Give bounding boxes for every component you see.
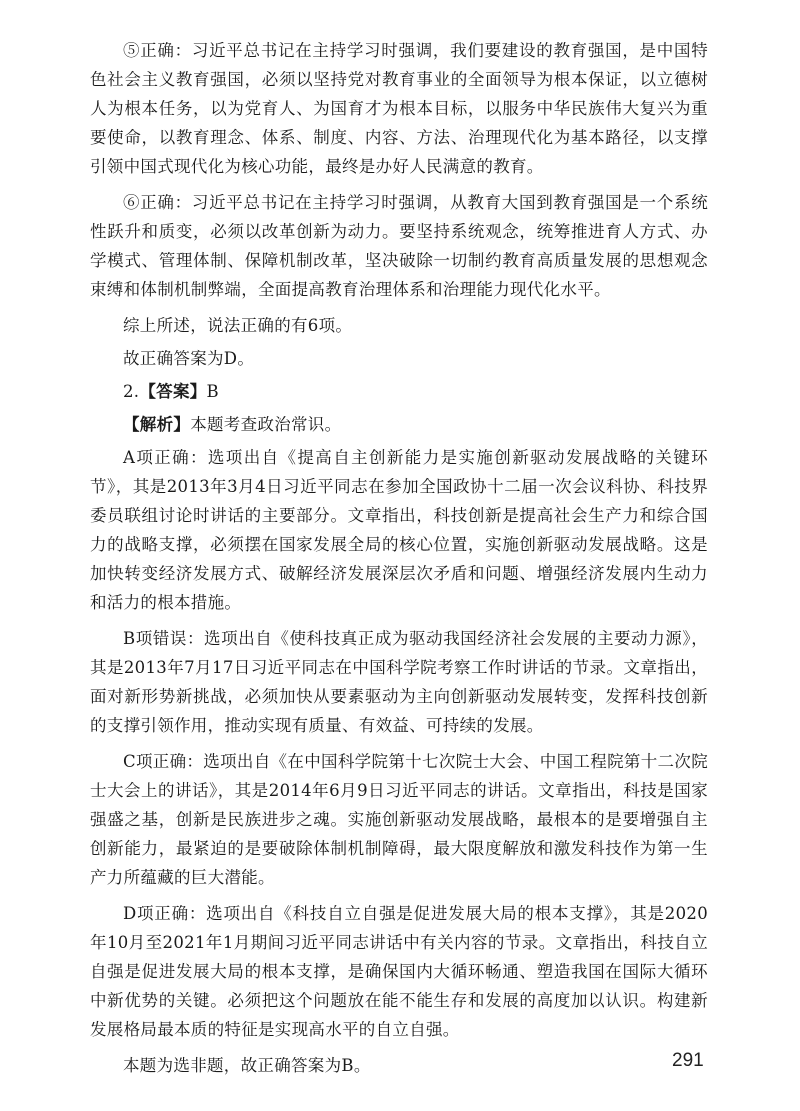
answer-value: B bbox=[206, 382, 219, 401]
conclusion-line: 本题为选非题，故正确答案为B。 bbox=[123, 1056, 371, 1075]
option-a-explanation: A项正确：选项出自《提高自主创新能力是实施创新驱动发展战略的关键环节》，其是2013年3月4日习近平同志在参加全国政协十二届一次会议科协、科技界委员联组讨论时讲话的主要部分。文章指出，科技创新是提高社会生产力和综合国力的战略支撑，必须摆在国家发展全局的核心位置，实施创新驱动发展战略。这是加快转变经济发展方式、破解经济发展深层次矛盾和问题、增强经济发展内生动力和活力的根本措施。 bbox=[90, 448, 708, 612]
option-d-explanation: D项正确：选项出自《科技自立自强是促进发展大局的根本支撑》，其是2020年10月至2021年1月期间习近平同志讲话中有关内容的节录。文章指出，科技自立自强是促进发展大局的根本支撑，是确保国内大循环畅通、塑造我国在国际大循环中新优势的关键。必须把这个问题放在能不能生存和发展的高度加以认识。构建新发展格局最本质的特征是实现高水平的自立自强。 bbox=[90, 904, 708, 1039]
analysis-tag: 【解析】 bbox=[123, 415, 191, 434]
paragraph-item-5: ⑤正确：习近平总书记在主持学习时强调，我们要建设的教育强国，是中国特色社会主义教育强国，必须以坚持党对教育事业的全面领导为根本保证，以立德树人为根本任务，以为党育人、为国育才为根本目标，以服务中华民族伟大复兴为重要使命，以教育理念、体系、制度、内容、方法、治理现代化为基本路径，以支撑引领中国式现代化为核心功能，最终是办好人民满意的教育。 bbox=[90, 41, 708, 176]
option-c-explanation: C项正确：选项出自《在中国科学院第十七次院士大会、中国工程院第十二次院士大会上的讲话》，其是2014年6月9日习近平同志的讲话。文章指出，科技是国家强盛之基，创新是民族进步之魂。实施创新驱动发展战略，最根本的是要增强自主创新能力，最紧迫的是要破除体制机制障碍，最大限度解放和激发科技作为第一生产力所蕴藏的巨大潜能。 bbox=[90, 752, 708, 887]
analysis-text: 本题考查政治常识。 bbox=[190, 415, 342, 434]
question-2-answer bbox=[90, 377, 708, 406]
question-2-number: 2. bbox=[123, 382, 140, 401]
page-number: 291 bbox=[672, 1050, 704, 1071]
summary-line: 综上所述，说法正确的有6项。 bbox=[123, 316, 353, 335]
answer-tag: 【答案】 bbox=[139, 382, 207, 401]
option-b-explanation: B项错误：选项出自《使科技真正成为驱动我国经济社会发展的主要动力源》，其是2013年7月17日习近平同志在中国科学院考察工作时讲话的节录。文章指出，面对新形势新挑战，必须加快从要素驱动为主向创新驱动发展转变，发挥科技创新的支撑引领作用，推动实现有质量、有效益、可持续的发展。 bbox=[90, 629, 708, 735]
page-body bbox=[90, 36, 708, 1087]
question-2-analysis bbox=[90, 410, 708, 439]
paragraph-item-6: ⑥正确：习近平总书记在主持学习时强调，从教育大国到教育强国是一个系统性跃升和质变，必须以改革创新为动力。要坚持系统观念，统筹推进育人方式、办学模式、管理体制、保障机制改革，坚决破除一切制约教育高质量发展的思想观念束缚和体制机制弊端，全面提高教育治理体系和治理能力现代化水平。 bbox=[90, 193, 708, 299]
answer-line-1: 故正确答案为D。 bbox=[123, 349, 255, 368]
